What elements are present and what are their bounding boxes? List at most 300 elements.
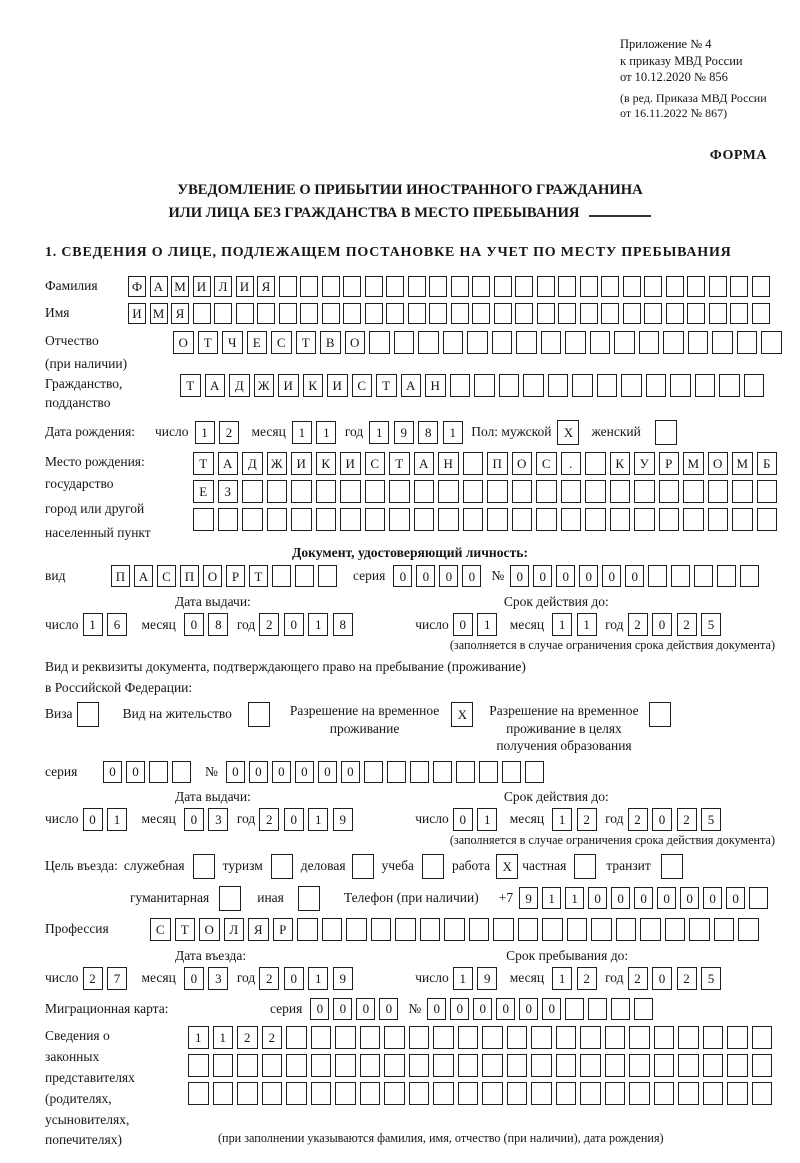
char-cell[interactable] [654,1082,675,1105]
char-cell[interactable] [340,508,361,531]
char-cell[interactable] [409,1054,430,1077]
char-cell[interactable] [703,1054,724,1077]
char-cell[interactable]: И [128,303,146,324]
char-cell[interactable] [629,1082,650,1105]
char-cell[interactable] [316,480,337,503]
char-cell[interactable] [236,303,254,324]
char-cell[interactable] [629,1026,650,1049]
char-cell[interactable] [492,331,513,354]
char-cell[interactable] [556,1082,577,1105]
char-cell[interactable] [286,1026,307,1049]
char-cell[interactable]: 1 [542,887,561,909]
char-cell[interactable] [463,452,484,475]
char-cell[interactable] [429,303,447,324]
residence-permit-checkbox[interactable] [248,702,270,727]
char-cell[interactable]: А [205,374,226,397]
char-cell[interactable] [670,374,691,397]
entry-month-field[interactable] [184,967,233,990]
char-cell[interactable] [365,508,386,531]
char-cell[interactable]: 0 [473,998,492,1020]
char-cell[interactable] [752,1054,773,1077]
char-cell[interactable] [752,1082,773,1105]
sex-female-checkbox[interactable] [655,420,677,445]
char-cell[interactable]: М [171,276,189,297]
char-cell[interactable] [708,508,729,531]
char-cell[interactable] [386,303,404,324]
char-cell[interactable] [655,420,677,445]
char-cell[interactable]: 2 [577,808,597,831]
birthplace-row2-field[interactable] [193,480,781,503]
char-cell[interactable] [548,374,569,397]
char-cell[interactable] [188,1054,209,1077]
char-cell[interactable] [311,1054,332,1077]
char-cell[interactable]: Т [198,331,219,354]
char-cell[interactable]: 2 [677,613,697,636]
char-cell[interactable]: 2 [628,967,648,990]
char-cell[interactable]: М [683,452,704,475]
char-cell[interactable] [242,480,263,503]
char-cell[interactable] [610,508,631,531]
char-cell[interactable] [644,276,662,297]
char-cell[interactable] [687,303,705,324]
char-cell[interactable]: Ж [254,374,275,397]
char-cell[interactable] [458,1082,479,1105]
char-cell[interactable] [752,303,770,324]
char-cell[interactable]: 0 [184,967,204,990]
char-cell[interactable] [267,480,288,503]
char-cell[interactable] [518,918,539,941]
char-cell[interactable]: К [303,374,324,397]
char-cell[interactable]: 2 [677,808,697,831]
char-cell[interactable] [279,303,297,324]
char-cell[interactable] [340,480,361,503]
birth-year-field[interactable] [369,421,467,444]
char-cell[interactable] [479,761,498,783]
char-cell[interactable]: 1 [107,808,127,831]
char-cell[interactable]: 9 [519,887,538,909]
char-cell[interactable]: 0 [462,565,481,587]
char-cell[interactable]: К [316,452,337,475]
char-cell[interactable] [639,331,660,354]
char-cell[interactable]: Л [214,276,232,297]
char-cell[interactable] [738,918,759,941]
char-cell[interactable] [507,1026,528,1049]
char-cell[interactable] [744,374,765,397]
char-cell[interactable]: М [150,303,168,324]
doc-valid-year-field[interactable] [628,613,726,636]
char-cell[interactable]: 0 [453,808,473,831]
char-cell[interactable]: 0 [393,565,412,587]
char-cell[interactable]: 0 [510,565,529,587]
char-cell[interactable]: И [340,452,361,475]
char-cell[interactable] [678,1054,699,1077]
char-cell[interactable] [634,480,655,503]
char-cell[interactable] [369,331,390,354]
char-cell[interactable] [487,480,508,503]
char-cell[interactable] [451,303,469,324]
char-cell[interactable]: 0 [533,565,552,587]
char-cell[interactable] [523,374,544,397]
purpose-private-checkbox[interactable] [574,854,596,879]
char-cell[interactable] [433,761,452,783]
char-cell[interactable] [365,303,383,324]
char-cell[interactable]: Т [175,918,196,941]
char-cell[interactable] [683,480,704,503]
char-cell[interactable] [297,918,318,941]
char-cell[interactable]: С [150,918,171,941]
char-cell[interactable]: Т [249,565,268,587]
char-cell[interactable]: 0 [356,998,375,1020]
char-cell[interactable] [666,276,684,297]
char-cell[interactable] [335,1054,356,1077]
char-cell[interactable]: 0 [625,565,644,587]
char-cell[interactable] [752,276,770,297]
char-cell[interactable] [585,452,606,475]
char-cell[interactable] [646,374,667,397]
char-cell[interactable]: 1 [443,421,463,444]
char-cell[interactable] [556,1026,577,1049]
char-cell[interactable]: 0 [184,808,204,831]
char-cell[interactable]: 8 [418,421,438,444]
char-cell[interactable] [623,303,641,324]
char-cell[interactable]: 9 [333,808,353,831]
char-cell[interactable] [732,508,753,531]
visa-checkbox[interactable] [77,702,99,727]
char-cell[interactable] [387,761,406,783]
char-cell[interactable] [193,508,214,531]
char-cell[interactable]: 0 [652,613,672,636]
char-cell[interactable]: Н [438,452,459,475]
char-cell[interactable]: X [496,854,518,879]
birthplace-row1-field[interactable] [193,452,781,475]
char-cell[interactable]: 1 [369,421,389,444]
char-cell[interactable]: П [111,565,130,587]
permit-issue-year-field[interactable] [259,808,357,831]
char-cell[interactable]: 0 [496,998,515,1020]
char-cell[interactable] [482,1054,503,1077]
char-cell[interactable] [472,303,490,324]
char-cell[interactable] [360,1026,381,1049]
char-cell[interactable]: 1 [552,967,572,990]
char-cell[interactable]: Д [229,374,250,397]
char-cell[interactable] [322,276,340,297]
char-cell[interactable]: X [451,702,473,727]
char-cell[interactable] [458,1054,479,1077]
char-cell[interactable] [262,1054,283,1077]
entry-day-field[interactable] [83,967,132,990]
char-cell[interactable]: С [365,452,386,475]
char-cell[interactable] [654,1054,675,1077]
char-cell[interactable]: Ж [267,452,288,475]
char-cell[interactable]: Л [224,918,245,941]
char-cell[interactable]: 3 [208,967,228,990]
char-cell[interactable] [565,331,586,354]
representatives-row3-field[interactable] [188,1082,776,1105]
char-cell[interactable] [318,565,337,587]
char-cell[interactable] [537,276,555,297]
char-cell[interactable]: Р [226,565,245,587]
char-cell[interactable]: 2 [259,808,279,831]
char-cell[interactable] [213,1082,234,1105]
char-cell[interactable] [482,1026,503,1049]
char-cell[interactable] [732,480,753,503]
char-cell[interactable]: А [218,452,239,475]
char-cell[interactable] [648,565,667,587]
birth-month-field[interactable] [292,421,341,444]
char-cell[interactable]: 2 [628,808,648,831]
char-cell[interactable] [605,1026,626,1049]
char-cell[interactable] [694,565,713,587]
char-cell[interactable] [395,918,416,941]
char-cell[interactable]: 2 [83,967,103,990]
char-cell[interactable] [659,508,680,531]
char-cell[interactable] [409,1082,430,1105]
char-cell[interactable] [601,276,619,297]
char-cell[interactable] [580,1082,601,1105]
char-cell[interactable]: С [157,565,176,587]
char-cell[interactable] [621,374,642,397]
purpose-business-checkbox[interactable] [193,854,215,879]
char-cell[interactable]: 5 [701,808,721,831]
char-cell[interactable]: Т [193,452,214,475]
surname-field[interactable] [128,276,773,297]
char-cell[interactable] [558,276,576,297]
char-cell[interactable] [414,480,435,503]
char-cell[interactable]: О [708,452,729,475]
char-cell[interactable]: 0 [284,808,304,831]
rvp-edu-checkbox[interactable] [649,702,671,727]
char-cell[interactable]: 0 [680,887,699,909]
char-cell[interactable] [572,374,593,397]
char-cell[interactable] [749,887,768,909]
char-cell[interactable] [322,918,343,941]
char-cell[interactable] [719,374,740,397]
char-cell[interactable] [409,1026,430,1049]
char-cell[interactable] [193,303,211,324]
char-cell[interactable]: 6 [107,613,127,636]
char-cell[interactable] [644,303,662,324]
char-cell[interactable] [712,331,733,354]
patronymic-field[interactable] [173,331,786,354]
char-cell[interactable]: О [203,565,222,587]
char-cell[interactable]: 3 [208,808,228,831]
char-cell[interactable] [703,1026,724,1049]
char-cell[interactable] [371,918,392,941]
char-cell[interactable] [537,303,555,324]
char-cell[interactable]: Е [193,480,214,503]
char-cell[interactable]: В [320,331,341,354]
char-cell[interactable] [335,1026,356,1049]
char-cell[interactable] [214,303,232,324]
char-cell[interactable] [469,918,490,941]
char-cell[interactable] [467,331,488,354]
char-cell[interactable] [472,276,490,297]
char-cell[interactable] [279,276,297,297]
char-cell[interactable]: 0 [284,967,304,990]
char-cell[interactable] [585,480,606,503]
char-cell[interactable]: П [487,452,508,475]
char-cell[interactable]: З [218,480,239,503]
char-cell[interactable]: Р [273,918,294,941]
stay-year-field[interactable] [628,967,726,990]
char-cell[interactable] [666,303,684,324]
char-cell[interactable] [487,508,508,531]
char-cell[interactable]: 9 [477,967,497,990]
char-cell[interactable] [286,1054,307,1077]
char-cell[interactable]: 1 [316,421,336,444]
char-cell[interactable]: 0 [103,761,122,783]
char-cell[interactable] [567,918,588,941]
birth-day-field[interactable] [195,421,244,444]
char-cell[interactable]: 1 [477,808,497,831]
char-cell[interactable] [450,374,471,397]
char-cell[interactable]: 0 [652,967,672,990]
char-cell[interactable] [410,761,429,783]
char-cell[interactable] [730,303,748,324]
char-cell[interactable]: 0 [652,808,672,831]
char-cell[interactable] [343,276,361,297]
char-cell[interactable]: 1 [308,967,328,990]
purpose-work-checkbox[interactable] [496,854,518,879]
purpose-study-checkbox[interactable] [422,854,444,879]
char-cell[interactable] [389,480,410,503]
char-cell[interactable]: 0 [272,761,291,783]
char-cell[interactable] [629,1054,650,1077]
purpose-commercial-checkbox[interactable] [352,854,374,879]
char-cell[interactable] [714,918,735,941]
char-cell[interactable]: Н [425,374,446,397]
char-cell[interactable]: 0 [184,613,204,636]
permit-number-field[interactable] [226,761,548,783]
char-cell[interactable] [515,303,533,324]
char-cell[interactable] [512,480,533,503]
char-cell[interactable]: И [236,276,254,297]
char-cell[interactable] [365,480,386,503]
char-cell[interactable] [444,918,465,941]
mig-number-field[interactable] [427,998,657,1020]
doc-issue-month-field[interactable] [184,613,233,636]
phone-field[interactable] [519,887,772,909]
char-cell[interactable] [384,1082,405,1105]
char-cell[interactable] [262,1082,283,1105]
char-cell[interactable] [295,565,314,587]
char-cell[interactable]: 0 [379,998,398,1020]
doc-number-field[interactable] [510,565,763,587]
char-cell[interactable] [365,276,383,297]
char-cell[interactable]: Т [180,374,201,397]
char-cell[interactable] [458,1026,479,1049]
char-cell[interactable] [188,1082,209,1105]
char-cell[interactable]: 0 [602,565,621,587]
char-cell[interactable] [730,276,748,297]
char-cell[interactable] [689,918,710,941]
char-cell[interactable] [172,761,191,783]
char-cell[interactable] [237,1082,258,1105]
char-cell[interactable]: 2 [628,613,648,636]
char-cell[interactable] [623,276,641,297]
char-cell[interactable]: Я [248,918,269,941]
char-cell[interactable]: 5 [701,613,721,636]
char-cell[interactable] [727,1054,748,1077]
char-cell[interactable]: У [634,452,655,475]
char-cell[interactable] [727,1026,748,1049]
doc-valid-day-field[interactable] [453,613,502,636]
char-cell[interactable] [640,918,661,941]
char-cell[interactable]: 1 [577,613,597,636]
char-cell[interactable]: Т [296,331,317,354]
char-cell[interactable] [272,565,291,587]
char-cell[interactable] [531,1026,552,1049]
char-cell[interactable] [384,1026,405,1049]
char-cell[interactable]: О [199,918,220,941]
char-cell[interactable]: 1 [188,1026,209,1049]
char-cell[interactable] [311,1082,332,1105]
char-cell[interactable] [414,508,435,531]
char-cell[interactable]: О [345,331,366,354]
char-cell[interactable] [574,854,596,879]
char-cell[interactable]: 0 [519,998,538,1020]
char-cell[interactable]: 2 [237,1026,258,1049]
char-cell[interactable]: 0 [588,887,607,909]
char-cell[interactable]: 1 [292,421,312,444]
char-cell[interactable] [634,998,653,1020]
purpose-other-checkbox[interactable] [298,886,320,911]
char-cell[interactable] [474,374,495,397]
char-cell[interactable] [456,761,475,783]
char-cell[interactable]: 0 [83,808,103,831]
char-cell[interactable] [300,303,318,324]
char-cell[interactable]: 5 [701,967,721,990]
char-cell[interactable]: С [536,452,557,475]
char-cell[interactable]: Т [389,452,410,475]
profession-field[interactable] [150,918,763,941]
char-cell[interactable]: А [134,565,153,587]
permit-issue-day-field[interactable] [83,808,132,831]
char-cell[interactable]: И [291,452,312,475]
char-cell[interactable]: 2 [219,421,239,444]
char-cell[interactable]: 2 [262,1026,283,1049]
char-cell[interactable] [494,303,512,324]
representatives-row2-field[interactable] [188,1054,776,1077]
char-cell[interactable]: 0 [703,887,722,909]
char-cell[interactable] [761,331,782,354]
permit-valid-month-field[interactable] [552,808,601,831]
permit-series-field[interactable] [103,761,195,783]
char-cell[interactable] [561,480,582,503]
char-cell[interactable]: 1 [453,967,473,990]
sex-male-checkbox[interactable] [557,420,579,445]
char-cell[interactable] [525,761,544,783]
char-cell[interactable] [335,1082,356,1105]
char-cell[interactable] [683,508,704,531]
char-cell[interactable] [218,508,239,531]
char-cell[interactable] [298,886,320,911]
char-cell[interactable]: Т [376,374,397,397]
char-cell[interactable] [634,508,655,531]
char-cell[interactable] [360,1082,381,1105]
char-cell[interactable] [649,702,671,727]
char-cell[interactable] [271,854,293,879]
char-cell[interactable]: 0 [579,565,598,587]
char-cell[interactable] [580,1054,601,1077]
char-cell[interactable]: 0 [416,565,435,587]
char-cell[interactable] [257,303,275,324]
char-cell[interactable] [291,508,312,531]
char-cell[interactable]: 0 [226,761,245,783]
char-cell[interactable] [614,331,635,354]
purpose-humanitarian-checkbox[interactable] [219,886,241,911]
char-cell[interactable]: 0 [611,887,630,909]
